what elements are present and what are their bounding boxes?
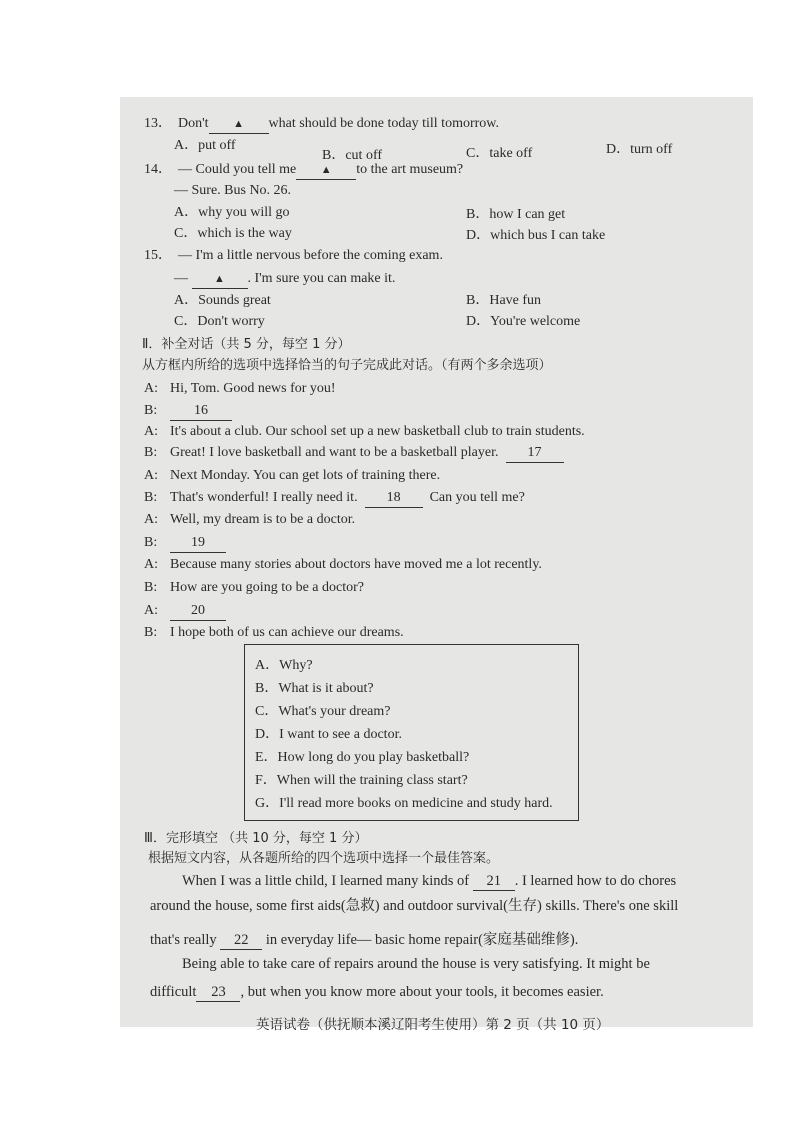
speaker-label: B: (144, 580, 158, 595)
speaker-label: A: (144, 603, 158, 618)
dialogue-text: It's about a club. Our school set up a new basketball club to train students. (170, 424, 585, 439)
triangle-marker: ▲ (214, 273, 225, 285)
answer-blank[interactable]: 20 (170, 602, 226, 621)
option[interactable]: A．put off (174, 138, 236, 153)
option[interactable]: A．Sounds great (174, 293, 271, 308)
passage-line (150, 983, 604, 1002)
question-text: to the art museum? (356, 162, 464, 177)
speaker-label: A: (144, 424, 158, 439)
section-title: Ⅱ．补全对话（共 5 分，每空 1 分） (142, 337, 351, 352)
dialogue-line (144, 534, 226, 553)
triangle-marker: ▲ (320, 164, 332, 176)
question-14 (144, 161, 463, 180)
answer-blank[interactable] (296, 161, 356, 180)
option[interactable]: D．which bus I can take (466, 228, 606, 243)
speaker-label: B: (144, 445, 158, 460)
page-footer: 英语试卷（供抚顺本溪辽阳考生使用）第 2 页（共 10 页） (256, 1017, 610, 1033)
question-13 (144, 115, 499, 134)
dialogue-line (144, 489, 525, 508)
passage-line: around the house, some first aids(急救) and outdoor survival(生存) skills. There's one skill (150, 898, 679, 914)
dialogue-text: Great! I love basketball and want to be a basketball player. (170, 445, 499, 460)
question-text: — Could you tell me (178, 162, 297, 177)
question-15 (144, 247, 443, 265)
question-text: what should be done today till tomorrow. (268, 116, 499, 131)
dialogue-line (144, 444, 564, 463)
dash: — (174, 271, 188, 286)
passage-text: When I was a little child, I learned many kinds of (182, 873, 470, 889)
dialogue-line (144, 579, 364, 597)
dialogue-line (144, 423, 585, 441)
speaker-label: A: (144, 381, 158, 396)
dialogue-line (144, 467, 440, 485)
exam-page (120, 97, 753, 1027)
passage-text: , but when you know more about your tools, it becomes easier. (240, 984, 604, 1000)
speaker-label: B: (144, 625, 158, 640)
speaker-label: B: (144, 403, 158, 418)
option[interactable]: C．Don't worry (174, 314, 265, 329)
question-text: Don't (178, 116, 209, 131)
speaker-label: A: (144, 557, 158, 572)
dialogue-line (144, 380, 336, 398)
box-option[interactable]: G．I'll read more books on medicine and study hard. (255, 796, 553, 811)
option[interactable]: C．which is the way (174, 226, 292, 241)
passage-text: difficult (150, 984, 197, 1000)
option[interactable]: A．why you will go (174, 205, 290, 220)
option[interactable]: D．You're welcome (466, 314, 581, 329)
answer-line: — Sure. Bus No. 26. (174, 183, 292, 198)
passage-line (150, 931, 578, 950)
question-number: 13． (144, 116, 172, 131)
passage-line (182, 872, 676, 891)
answer-blank[interactable] (192, 270, 248, 289)
answer-blank[interactable] (209, 115, 269, 134)
box-option[interactable]: A．Why? (255, 658, 313, 673)
question-number: 14． (144, 162, 172, 177)
dialogue-line (144, 602, 226, 621)
answer-blank[interactable]: 18 (365, 489, 423, 508)
answer-blank[interactable]: 17 (506, 444, 564, 463)
dialogue-text: How are you going to be a doctor? (170, 580, 364, 595)
answer-line (174, 270, 395, 289)
answer-blank[interactable]: 23 (196, 983, 240, 1002)
option[interactable]: C．take off (466, 146, 533, 161)
box-option[interactable]: D．I want to see a doctor. (255, 727, 402, 742)
box-option[interactable]: E．How long do you play basketball? (255, 750, 470, 765)
option[interactable]: D．turn off (606, 142, 673, 157)
question-number: 15． (144, 248, 172, 263)
speaker-label: B: (144, 535, 158, 550)
dialogue-text: I hope both of us can achieve our dreams. (170, 625, 404, 640)
dialogue-text: Hi, Tom. Good news for you! (170, 381, 336, 396)
question-text: — I'm a little nervous before the coming exam. (178, 248, 443, 263)
box-option[interactable]: B．What is it about? (255, 681, 374, 696)
dialogue-text: Next Monday. You can get lots of training there. (170, 468, 441, 483)
dialogue-text: Because many stories about doctors have moved me a lot recently. (170, 557, 542, 572)
dialogue-line (144, 511, 355, 529)
section-instruction: 根据短文内容，从各题所给的四个选项中选择一个最佳答案。 (148, 851, 500, 866)
passage-line: Being able to take care of repairs around the house is very satisfying. It might be (182, 956, 650, 972)
answer-blank[interactable]: 19 (170, 534, 226, 553)
dialogue-line (144, 624, 404, 642)
speaker-label: A: (144, 512, 158, 527)
dialogue-line (144, 556, 542, 574)
passage-text: . I learned how to do chores (514, 873, 677, 889)
dialogue-text: Can you tell me? (429, 490, 525, 505)
dialogue-line (144, 402, 232, 421)
option[interactable]: B．Have fun (466, 293, 542, 308)
box-option[interactable]: F．When will the training class start? (255, 773, 468, 788)
question-text: . I'm sure you can make it. (247, 271, 396, 286)
section-title: Ⅲ．完形填空 （共 10 分，每空 1 分） (144, 831, 368, 846)
dialogue-text: Well, my dream is to be a doctor. (170, 512, 356, 527)
passage-text: in everyday life— basic home repair(家庭基础维修). (265, 932, 579, 948)
option[interactable]: B．how I can get (466, 207, 566, 222)
options-box (244, 644, 579, 821)
speaker-label: A: (144, 468, 158, 483)
answer-blank[interactable]: 22 (220, 931, 262, 950)
triangle-marker: ▲ (233, 118, 244, 130)
speaker-label: B: (144, 490, 158, 505)
passage-text: that's really (150, 932, 217, 948)
box-option[interactable]: C．What's your dream? (255, 704, 391, 719)
answer-blank[interactable]: 16 (170, 402, 232, 421)
dialogue-text: That's wonderful! I really need it. (170, 490, 358, 505)
option[interactable]: B．cut off (322, 148, 383, 163)
answer-blank[interactable]: 21 (473, 872, 515, 891)
section-instruction: 从方框内所给的选项中选择恰当的句子完成此对话。（有两个多余选项） (142, 358, 552, 373)
